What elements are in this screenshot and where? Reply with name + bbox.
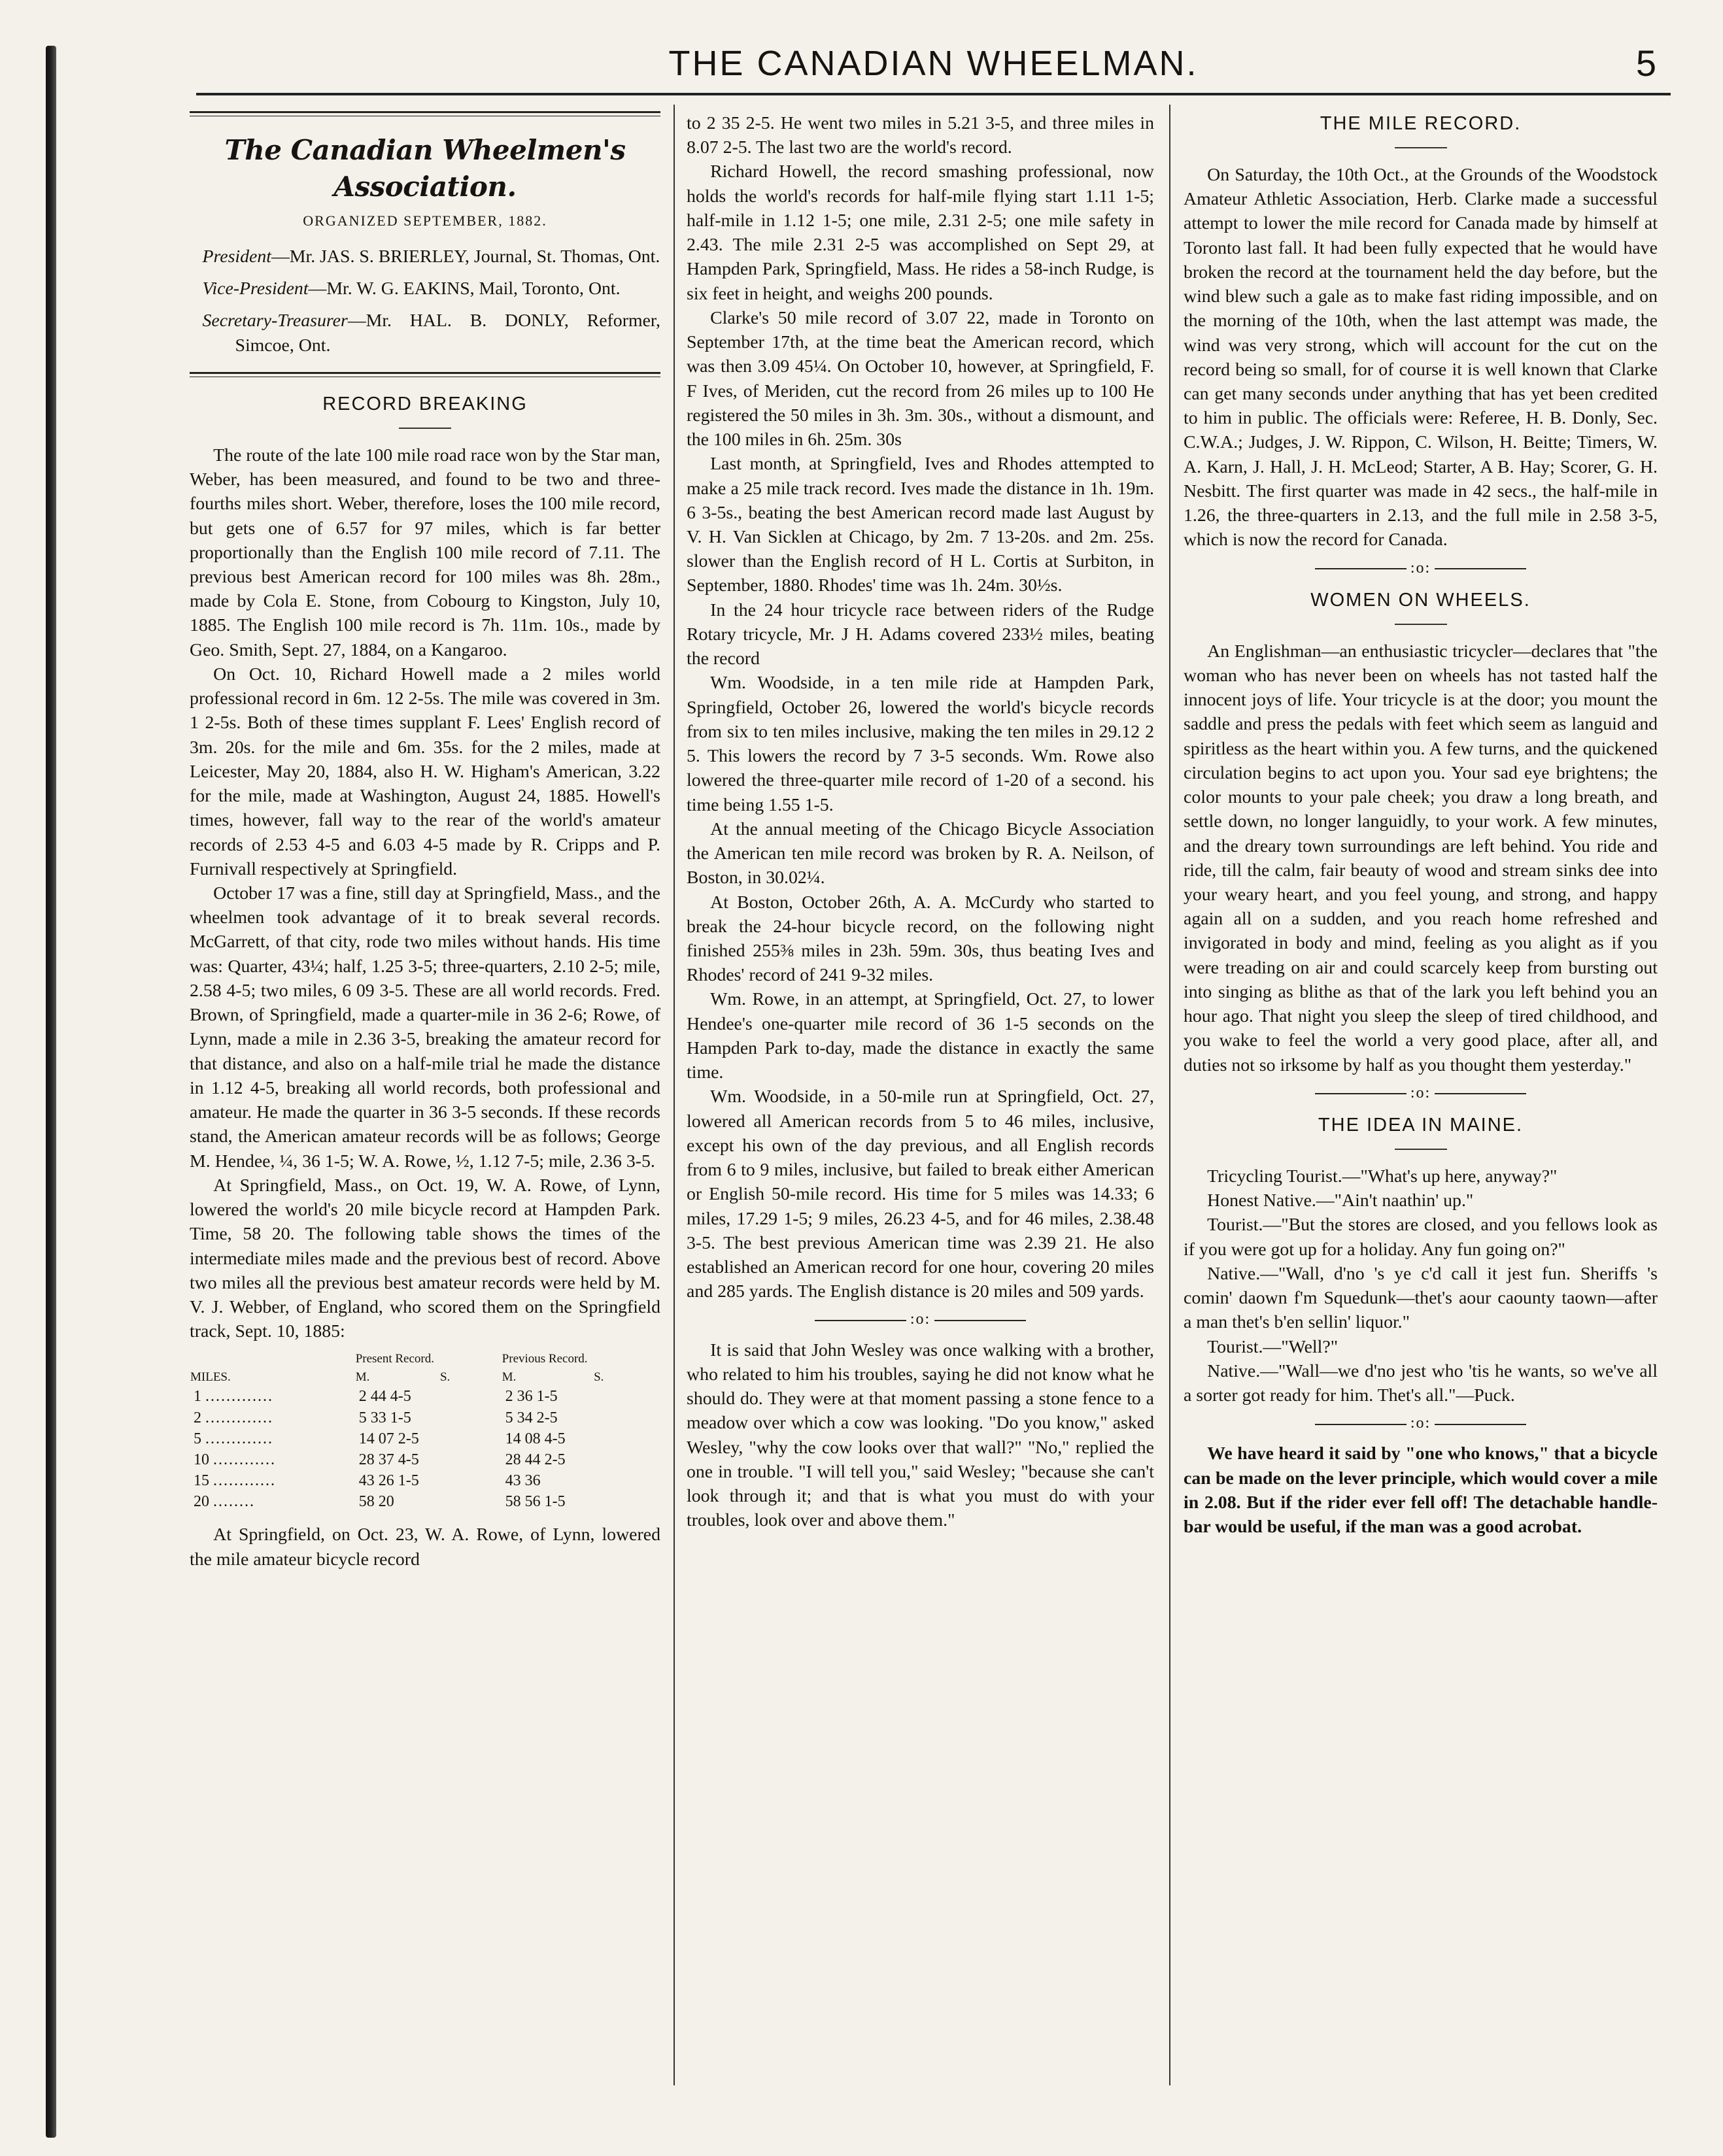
article-paragraph: Wm. Woodside, in a 50-mile run at Springfield, Oct. 27, lowered all American records from 5 to 46 miles, inclusive, except his own of the day previous, and all English records from 6 to 9 miles, inclusive, but failed to break either American or English 50-mile record. His time for 5 miles was 14.33; 6 miles, 17.29 1-5; 9 miles, 26.23 4-5, and for 46 miles, 2.38.48 3-5. The best previous American time was 2.39 21. He also established an American record for one hour, covering 20 miles and 285 yards. The English distance is 20 miles and 509 yards. — [687, 1086, 1154, 1302]
wesley-paragraph: It is said that John Wesley was once walking with a brother, who related to him his troubles, saying he did not know what he should do. They were at that moment passing a stone fence to a meadow over which a cow was looking. "Do you know," asked Wesley, "why the cow looks over that wall?" "No," replied the one in trouble. "I will tell you," said Wesley; "because she can't look through it; and that is what you must do with your troubles, look over and above them." — [687, 1339, 1154, 1531]
officer-vice-president: Vice-President—Mr. W. G. EAKINS, Mail, Toronto, Ont. — [202, 278, 621, 299]
article-paragraph: At Boston, October 26th, A. A. McCurdy who started to break the 24-hour bicycle record, on the following night finished 255⅜ miles in 23h. 59m. 30s, thus beating Ives and Rhodes' record of 241 9-32 miles. — [687, 892, 1154, 986]
section-separator: :o: — [1184, 1083, 1658, 1103]
table-row: 5 ............. 14 07 2-5 14 08 4-5 — [194, 1430, 566, 1447]
officer-secretary-treasurer: Secretary-Treasurer—Mr. HAL. B. DONLY, Reformer, Simcoe, Ont. — [202, 311, 660, 356]
women-on-wheels-paragraph: An Englishman—an enthusiastic tricycler—declares that "the woman who has never been on wheels has not tasted half the innocent joys of life. Your tricycle is at the door; you mount the saddle and press the pedals with feet which seem as languid and spiritless as the heart within you. A few turns, and the quickened circulation begins to act upon you. Your sad eye brightens; the color mounts to your pale cheek; you draw a long breath, and settle down, no longer languidly, to your work. A few minutes, and the dreary town surroundings are left behind. You ride and ride, till the calm, fair beauty of wood and stream sinks dee into your weary heart, and you feel young, and strong, and happy again all on a sudden, and you reach home refreshed and invigorated in body and mind, feeling as you alight as if you were treading on air and could scarcely keep from bursting out into singing as blithe as that of the lark you left behind you an hour ago. That night you sleep the sleep of tired childhood, and you wake to feel the world a very good place, after all, and duties not so irksome by half as you thought them yesterday." — [1184, 641, 1658, 1075]
dialogue-line: Native.—"Wall, d'no 's ye c'd call it jest fun. Sheriffs 's comin' daown f'm Squedunk—thet's aour caounty taown—after a man thet's b'en sellin' liquor." — [1184, 1263, 1658, 1333]
heading-rule — [1395, 1149, 1447, 1150]
article-paragraph: At Springfield, Mass., on Oct. 19, W. A. Rowe, of Lynn, lowered the world's 20 mile bicycle record at Hampden Park. Time, 58 20. The following table shows the times of the intermediate miles made and the previous best of record. Above two miles all the previous best amateur records were held by M. V. J. Webber, of England, who scored them on the Springfield track, Sept. 10, 1885: — [190, 1175, 660, 1342]
article-paragraph: At the annual meeting of the Chicago Bicycle Association the American ten mile record was broken by R. A. Neilson, of Boston, in 30.02¼. — [687, 818, 1154, 888]
acrobat-paragraph: We have heard it said by "one who knows," that a bicycle can be made on the lever principle, which would cover a mile in 2.08. But if the rider ever fell off! The detachable handle-bar would be useful, if the man was a good acrobat. — [1184, 1443, 1658, 1538]
section-rule — [190, 372, 660, 377]
article-paragraph: In the 24 hour tricycle race between riders of the Rudge Rotary tricycle, Mr. J H. Adams covered 233½ miles, beating the record — [687, 599, 1154, 669]
section-separator: :o: — [687, 1309, 1154, 1330]
association-name: The Canadian Wheelmen's Association. — [224, 134, 626, 203]
article-paragraph: Last month, at Springfield, Ives and Rhodes attempted to make a 25 mile track record. Ives made the distance in 1h. 19m. 6 3-5s., beating the best American record made last August by V. H. Van Sicklen at Chicago, by 2m. 7 13-20s. and 2m. 25s. slower than the English record of H L. Cortis at Surbiton, in September, 1880. Rhodes' time was 1h. 24m. 30½s. — [687, 454, 1154, 596]
article-paragraph: October 17 was a fine, still day at Springfield, Mass., and the wheelmen took advantage of it to break several records. McGarrett, of that city, rode two miles without hands. His time was: Quarter, 43¼; half, 1.25 3-5; three-quarters, 2.10 2-5; mile, 2.58 4-5; two miles, 6 09 3-5. These are all world records. Fred. Brown, of Springfield, made a quarter-mile in 36 2-6; Rowe, of Lynn, made a mile in 2.36 3-5, breaking the amateur record for that distance, and also on a half-mile trial he made the distance in 1.12 4-5, breaking all world records, both professional and amateur. He made the quarter in 36 3-5 seconds. If these records stand, the American amateur records will be as follows; George M. Hendee, ¼, 36 1-5; W. A. Rowe, ½, 1.12 7-5; mile, 2.36 3-5. — [190, 883, 660, 1171]
table-row: 20 ........ 58 20 58 56 1-5 — [194, 1493, 566, 1511]
record-breaking-heading: RECORD BREAKING — [322, 393, 528, 414]
women-on-wheels-heading: WOMEN ON WHEELS. — [1310, 589, 1531, 611]
table-row: 10 ............ 28 37 4-5 28 44 2-5 — [194, 1451, 566, 1468]
dialogue-line: Tricycling Tourist.—"What's up here, anyway?" — [1207, 1166, 1558, 1187]
heading-rule — [1395, 624, 1447, 625]
article-paragraph: Richard Howell, the record smashing professional, now holds the world's records for half-mile flying start 1.11 1-5; half-mile in 1.12 1-5; one mile, 2.31 2-5; one mile safety in 2.43. The mile 2.31 2-5 was accomplished on Sept 29, at Hampden Park, Springfield, Mass. He rides a 58-inch Rudge, is six feet in height, and weighs 200 pounds. — [687, 161, 1154, 304]
table-header-row: MILES. M. S. M. S. — [190, 1370, 604, 1384]
masthead — [196, 43, 1671, 95]
table-row: 15 ............ 43 26 1-5 43 36 — [194, 1472, 541, 1489]
section-separator: :o: — [1184, 1413, 1658, 1434]
table-row: 2 ............. 5 33 1-5 5 34 2-5 — [194, 1409, 558, 1426]
idea-in-maine-heading: THE IDEA IN MAINE. — [1318, 1115, 1524, 1136]
mile-record-heading: THE MILE RECORD. — [1320, 113, 1522, 134]
article-paragraph: Clarke's 50 mile record of 3.07 22, made in Toronto on September 17th, at the time beat the American record, which was then 3.09 45¼. On October 10, however, at Springfield, F. F Ives, of Meriden, cut the record from 26 miles up to 100 He registered the 50 miles in 3h. 3m. 30s., without a dismount, and the 100 miles in 6h. 25m. 30s — [687, 307, 1154, 450]
column-1 — [190, 111, 660, 1572]
officer-president: President—Mr. JAS. S. BRIERLEY, Journal, St. Thomas, Ont. — [202, 246, 660, 267]
article-paragraph: Wm. Woodside, in a ten mile ride at Hampden Park, Springfield, October 26, lowered the world's bicycle records from six to ten miles inclusive, making the ten miles in 29.12 2 5. This lowers the record by 7 3-5 seconds. Wm. Rowe also lowered the three-quarter mile record of 1-20 of a second. his time being 1.55 1-5. — [687, 673, 1154, 815]
record-table — [190, 1350, 660, 1512]
column-divider — [674, 105, 675, 2085]
article-paragraph: The route of the late 100 mile road race won by the Star man, Weber, has been measured, and found to be two and three-fourths miles short. Weber, therefore, loses the 100 mile record, but gets one of 6.57 for 97 miles, which is far better proportionally than the English 100 mile record of 7.11. The previous best American record for 100 miles was 8h. 28m., made by Cola E. Stone, from Cobourg to Kingston, July 10, 1885. The English 100 mile record is 7h. 11m. 10s., made by Geo. Smith, Sept. 27, 1884, on a Kangaroo. — [190, 445, 660, 660]
dialogue-line: Tourist.—"But the stores are closed, and you fellows look as if you were got up for a holiday. Any fun going on?" — [1184, 1215, 1658, 1260]
article-paragraph: On Oct. 10, Richard Howell made a 2 miles world professional record in 6m. 12 2-5s. The mile was covered in 3m. 1 2-5s. Both of these times supplant F. Lees' English record of 3m. 20s. for the mile and 6m. 35s. for the 2 miles, made at Leicester, May 20, 1884, also H. W. Higham's American, 3.22 for the mile, made at Washington, August 24, 1885. Howell's times, however, fall way to the rear of the world's amateur records of 2.53 4-5 and 6.03 4-5 made by R. Cripps and P. Furnivall respectively at Springfield. — [190, 664, 660, 879]
dialogue-line: Native.—"Wall—we d'no jest who 'tis he wants, so we've all a sorter got ready for him. Thet's all."—Puck. — [1184, 1360, 1658, 1406]
mile-record-paragraph: On Saturday, the 10th Oct., at the Grounds of the Woodstock Amateur Athletic Association, Herb. Clarke made a successful attempt to lower the mile record for Canada made by himself at Toronto last fall. It had been fully expected that he would have broken the record at the tournament held the day before, but the wind blew such a gale as to make fast riding impossible, and on the morning of the 10th, when the last attempt was made, the wind was very strong, which will account for the cut on the record being so small, for of course it is well known that Clarke can get many seconds under anything that has yet been credited to him in public. The officials were: Referee, H. B. Donly, Sec. C.W.A.; Judges, J. W. Rippon, C. Wilson, H. Beitte; Timers, W. A. Karn, J. Hall, J. H. McLeod; Starter, A B. Hay; Scorer, G. H. Nesbitt. The first quarter was made in 42 secs., the half-mile in 1.26, the three-quarters in 2.13, and the full mile in 2.58 3-5, which is now the record for Canada. — [1184, 164, 1658, 550]
dialogue-line: Honest Native.—"Ain't naathin' up." — [1207, 1190, 1474, 1211]
heading-rule — [399, 428, 451, 429]
article-paragraph: At Springfield, on Oct. 23, W. A. Rowe, of Lynn, lowered the mile amateur bicycle record — [190, 1524, 660, 1570]
column-3 — [1184, 111, 1658, 1539]
heading-rule — [1395, 147, 1447, 148]
table-group-header: Present Record. Previous Record. — [355, 1352, 588, 1366]
page-number: 5 — [1635, 42, 1656, 84]
newspaper-title: THE CANADIAN WHEELMAN. — [668, 44, 1199, 83]
page-binding-edge — [46, 46, 56, 2138]
masthead-rule — [196, 93, 1671, 95]
article-paragraph: to 2 35 2-5. He went two miles in 5.21 3-5, and three miles in 8.07 2-5. The last two are the world's record. — [687, 113, 1154, 158]
association-organized: ORGANIZED SEPTEMBER, 1882. — [303, 212, 547, 229]
column-divider — [1169, 105, 1170, 2085]
section-rule — [190, 111, 660, 116]
table-row: 1 ............. 2 44 4-5 2 36 1-5 — [194, 1388, 558, 1406]
column-2 — [687, 111, 1154, 1533]
section-separator: :o: — [1184, 558, 1658, 579]
article-paragraph: Wm. Rowe, in an attempt, at Springfield, Oct. 27, to lower Hendee's one-quarter mile record of 36 1-5 seconds on the Hampden Park to-day, made the distance in exactly the same time. — [687, 989, 1154, 1083]
dialogue-line: Tourist.—"Well?" — [1207, 1336, 1339, 1357]
